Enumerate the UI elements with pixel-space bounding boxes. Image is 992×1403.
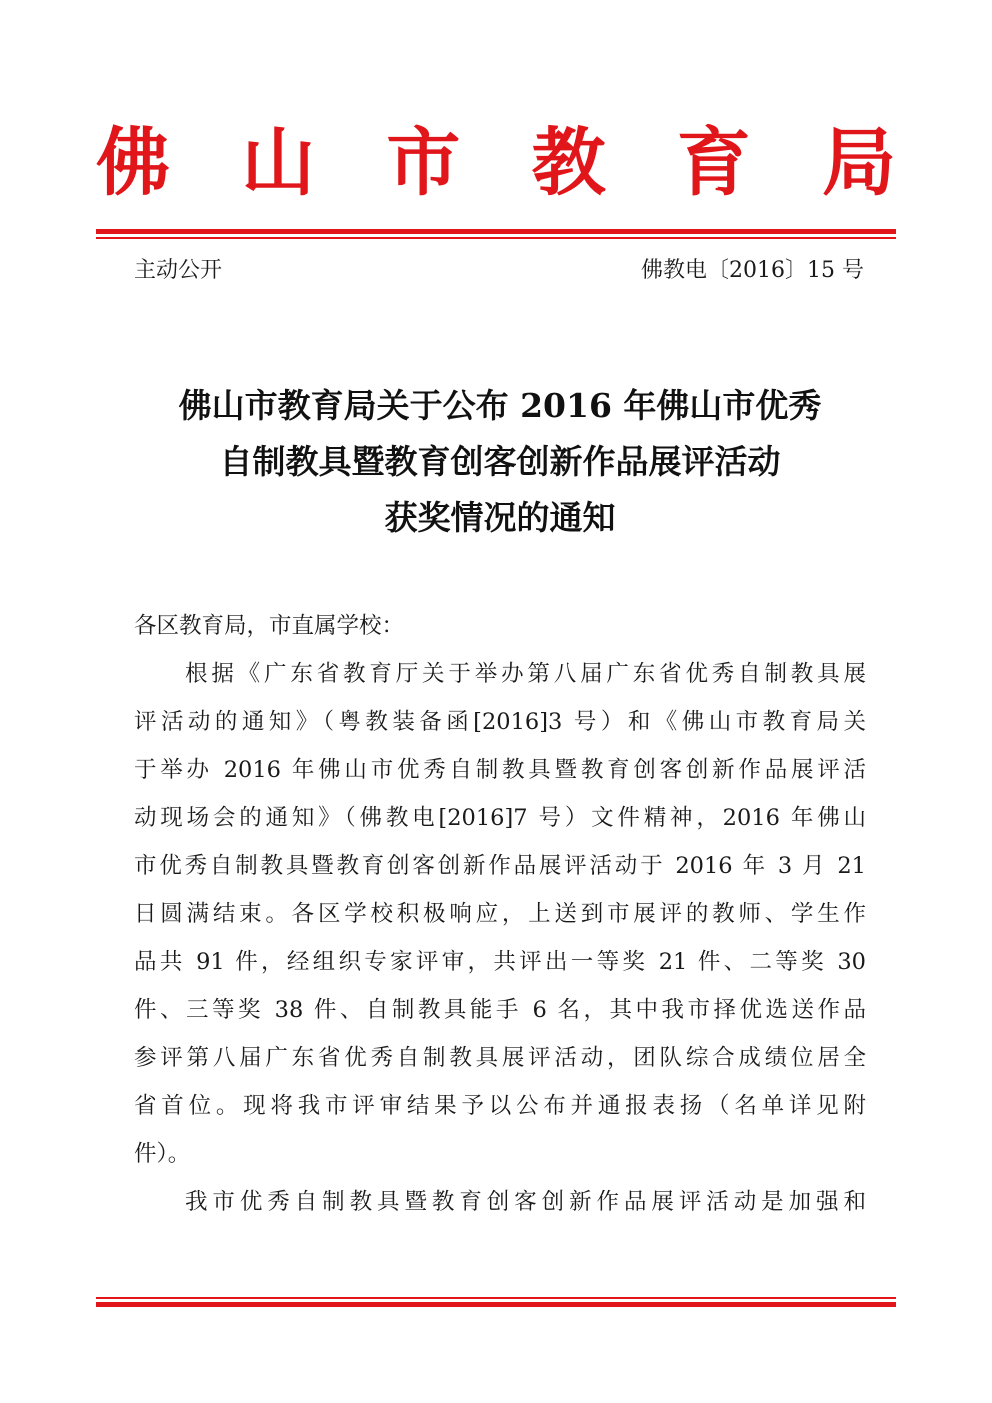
- paragraph-line: 件、三等奖 38 件、自制教具能手 6 名，其中我市择优选送作品: [134, 997, 866, 1023]
- document-title: [100, 378, 900, 546]
- masthead-char: 局: [821, 120, 896, 206]
- paragraph-line: 品共 91 件，经组织专家评审，共评出一等奖 21 件、二等奖 30: [134, 949, 866, 975]
- masthead-char: 市: [386, 120, 461, 206]
- masthead: [96, 118, 896, 208]
- paragraph-line: 评活动的通知》（粤教装备函[2016]3 号）和《佛山市教育局关: [134, 709, 866, 735]
- header-rule-thick: [96, 229, 896, 234]
- salutation: 各区教育局，市直属学校：: [134, 613, 405, 639]
- paragraph-line: 市优秀自制教具暨教育创客创新作品展评活动于 2016 年 3 月 21: [134, 853, 866, 879]
- footer-rule-thin: [96, 1297, 896, 1299]
- masthead-char: 育: [676, 120, 751, 206]
- paragraph-line: 动现场会的通知》（佛教电[2016]7 号）文件精神，2016 年佛山: [134, 805, 866, 831]
- document-body: [134, 602, 866, 1226]
- paragraph-line: 日圆满结束。各区学校积极响应，上送到市展评的教师、学生作: [134, 901, 866, 927]
- paragraph-line: 我市优秀自制教具暨教育创客创新作品展评活动是加强和: [185, 1189, 866, 1215]
- paragraph-line: 根据《广东省教育厅关于举办第八届广东省优秀自制教具展: [185, 661, 866, 687]
- paragraph-line: 参评第八届广东省优秀自制教具展评活动，团队综合成绩位居全: [134, 1045, 866, 1071]
- title-line: 自制教具暨教育创客创新作品展评活动: [219, 442, 781, 481]
- footer-rule-thick: [96, 1302, 896, 1307]
- paragraph-line: 件）。: [134, 1141, 191, 1167]
- paragraph-line: 省首位。现将我市评审结果予以公布并通报表扬（名单详见附: [134, 1093, 866, 1119]
- document-meta: [134, 256, 864, 286]
- title-line: 获奖情况的通知: [384, 498, 616, 537]
- header-rule-thin: [96, 237, 896, 239]
- title-line: 佛山市教育局关于公布 2016 年佛山市优秀: [178, 386, 822, 425]
- paragraph-line: 于举办 2016 年佛山市优秀自制教具暨教育创客创新作品展评活: [134, 757, 866, 783]
- masthead-char: 山: [241, 120, 316, 206]
- masthead-char: 佛: [96, 120, 170, 206]
- document-number: 佛教电〔2016〕15 号: [641, 258, 864, 283]
- masthead-char: 教: [531, 120, 606, 206]
- disclosure-label: 主动公开: [134, 258, 223, 283]
